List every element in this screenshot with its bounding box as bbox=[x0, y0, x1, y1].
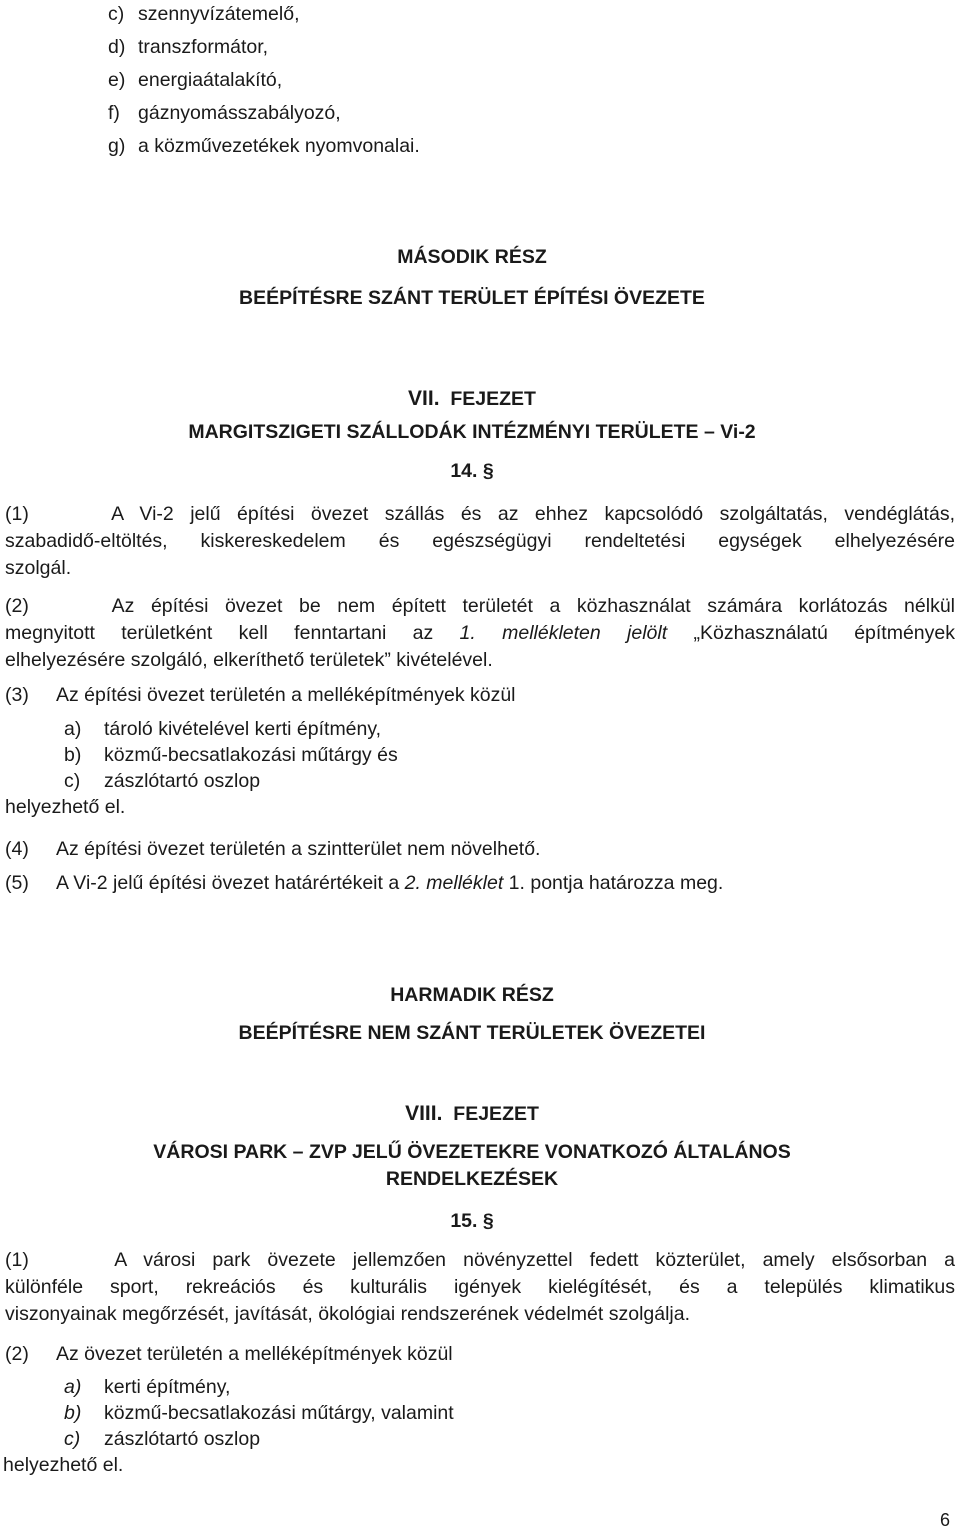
paragraph-line bbox=[5, 503, 955, 526]
list-label: a) bbox=[64, 1376, 82, 1398]
paragraph-number: (1) bbox=[5, 503, 29, 525]
chapter-number: VIII. bbox=[405, 1102, 443, 1125]
paragraph-line: szabadidő-eltöltés, kiskereskedelem és egészségügyi rendeltetési egységek elhelyezésére bbox=[5, 530, 955, 552]
list-item: zászlótartó oszlop bbox=[104, 1428, 261, 1450]
chapter-heading bbox=[0, 1101, 944, 1126]
paragraph-line bbox=[5, 872, 723, 895]
chapter-title: VÁROSI PARK – ZVP JELŰ ÖVEZETEKRE VONATKOZÓ ÁLTALÁNOS bbox=[153, 1141, 791, 1163]
list-label: c) bbox=[64, 770, 81, 792]
paragraph-number: (3) bbox=[5, 684, 29, 706]
paragraph-text: A városi park övezete jellemzően növényzettel fedett közterület, amely elsősorban a bbox=[114, 1249, 956, 1271]
chapter-word: FEJEZET bbox=[453, 1103, 539, 1125]
paragraph-line: helyezhető el. bbox=[3, 1454, 124, 1476]
paragraph-line bbox=[5, 1249, 955, 1272]
page-number: 6 bbox=[940, 1510, 951, 1530]
paragraph-line: különféle sport, rekreációs és kulturális igények kielégítését, és a település klimatikus bbox=[5, 1276, 955, 1298]
chapter-title: RENDELKEZÉSEK bbox=[385, 1168, 559, 1190]
list-item: energiaátalakító, bbox=[138, 69, 283, 91]
list-label: b) bbox=[64, 744, 82, 766]
list-label: b) bbox=[64, 1402, 82, 1424]
paragraph-number: (4) bbox=[5, 838, 29, 860]
section-number: 15. § bbox=[450, 1210, 494, 1232]
chapter-heading bbox=[0, 386, 944, 411]
part-subtitle: BEÉPÍTÉSRE NEM SZÁNT TERÜLETEK ÖVEZETEI bbox=[238, 1022, 706, 1044]
list-item: kerti építmény, bbox=[104, 1376, 231, 1398]
paragraph-text: „Közhasználatú építmények bbox=[667, 622, 956, 644]
list-item: gáznyomásszabályozó, bbox=[138, 102, 341, 124]
paragraph-line bbox=[5, 595, 955, 618]
list-item: a közművezetékek nyomvonalai. bbox=[138, 135, 420, 157]
paragraph-line: elhelyezésére szolgáló, elkeríthető területek” kivételével. bbox=[5, 649, 493, 671]
paragraph-number: (5) bbox=[5, 872, 29, 894]
list-label: e) bbox=[108, 69, 126, 91]
list-item: közmű-becsatlakozási műtárgy és bbox=[104, 744, 398, 766]
paragraph-number: (2) bbox=[5, 595, 29, 617]
list-label: f) bbox=[108, 102, 120, 124]
list-item: közmű-becsatlakozási műtárgy, valamint bbox=[104, 1402, 454, 1424]
list-label: d) bbox=[108, 36, 126, 58]
paragraph-line bbox=[5, 684, 516, 707]
list-label: a) bbox=[64, 718, 82, 740]
paragraph-line bbox=[5, 838, 540, 861]
paragraph-number: (2) bbox=[5, 1343, 29, 1365]
chapter-number: VII. bbox=[408, 387, 440, 410]
paragraph-line bbox=[5, 1343, 453, 1366]
list-item: szennyvízátemelő, bbox=[138, 3, 300, 25]
list-label: c) bbox=[64, 1428, 81, 1450]
chapter-word: FEJEZET bbox=[450, 388, 536, 410]
paragraph-text: Az építési övezet területén a szintterület nem növelhető. bbox=[55, 838, 541, 860]
paragraph-line: viszonyainak megőrzését, javítását, ökológiai rendszerének védelmét szolgálja. bbox=[5, 1303, 691, 1325]
paragraph-line: szolgál. bbox=[5, 557, 72, 579]
list-item: tároló kivételével kerti építmény, bbox=[104, 718, 382, 740]
paragraph-text: 1. pontja határozza meg. bbox=[503, 872, 724, 894]
paragraph-line bbox=[5, 622, 955, 645]
part-title: HARMADIK RÉSZ bbox=[390, 984, 554, 1006]
paragraph-number: (1) bbox=[5, 1249, 29, 1271]
list-label: g) bbox=[108, 135, 126, 157]
part-title: MÁSODIK RÉSZ bbox=[397, 246, 547, 268]
paragraph-text: A Vi-2 jelű építési övezet szállás és az ehhez kapcsolódó szolgáltatás, vendéglátás, bbox=[111, 503, 955, 525]
section-number: 14. § bbox=[450, 460, 494, 482]
paragraph-text: Az építési övezet területén a melléképítmények közül bbox=[55, 684, 516, 706]
paragraph-line: helyezhető el. bbox=[5, 796, 126, 818]
list-item: zászlótartó oszlop bbox=[104, 770, 261, 792]
paragraph-text: Az építési övezet be nem épített területét a közhasználat számára korlátozás nélkül bbox=[111, 595, 955, 617]
annex-reference: 1. mellékleten jelölt bbox=[459, 622, 668, 644]
annex-reference: 2. melléklet bbox=[404, 872, 504, 894]
list-item: transzformátor, bbox=[138, 36, 269, 58]
paragraph-text: A Vi-2 jelű építési övezet határértékeit a bbox=[55, 872, 405, 894]
paragraph-text: megnyitott területként kell fenntartani az bbox=[5, 622, 460, 644]
list-label: c) bbox=[108, 3, 125, 25]
part-subtitle: BEÉPÍTÉSRE SZÁNT TERÜLET ÉPÍTÉSI ÖVEZETE bbox=[239, 287, 705, 309]
chapter-title: MARGITSZIGETI SZÁLLODÁK INTÉZMÉNYI TERÜLETE – Vi-2 bbox=[188, 421, 756, 443]
paragraph-text: Az övezet területén a melléképítmények közül bbox=[55, 1343, 453, 1365]
